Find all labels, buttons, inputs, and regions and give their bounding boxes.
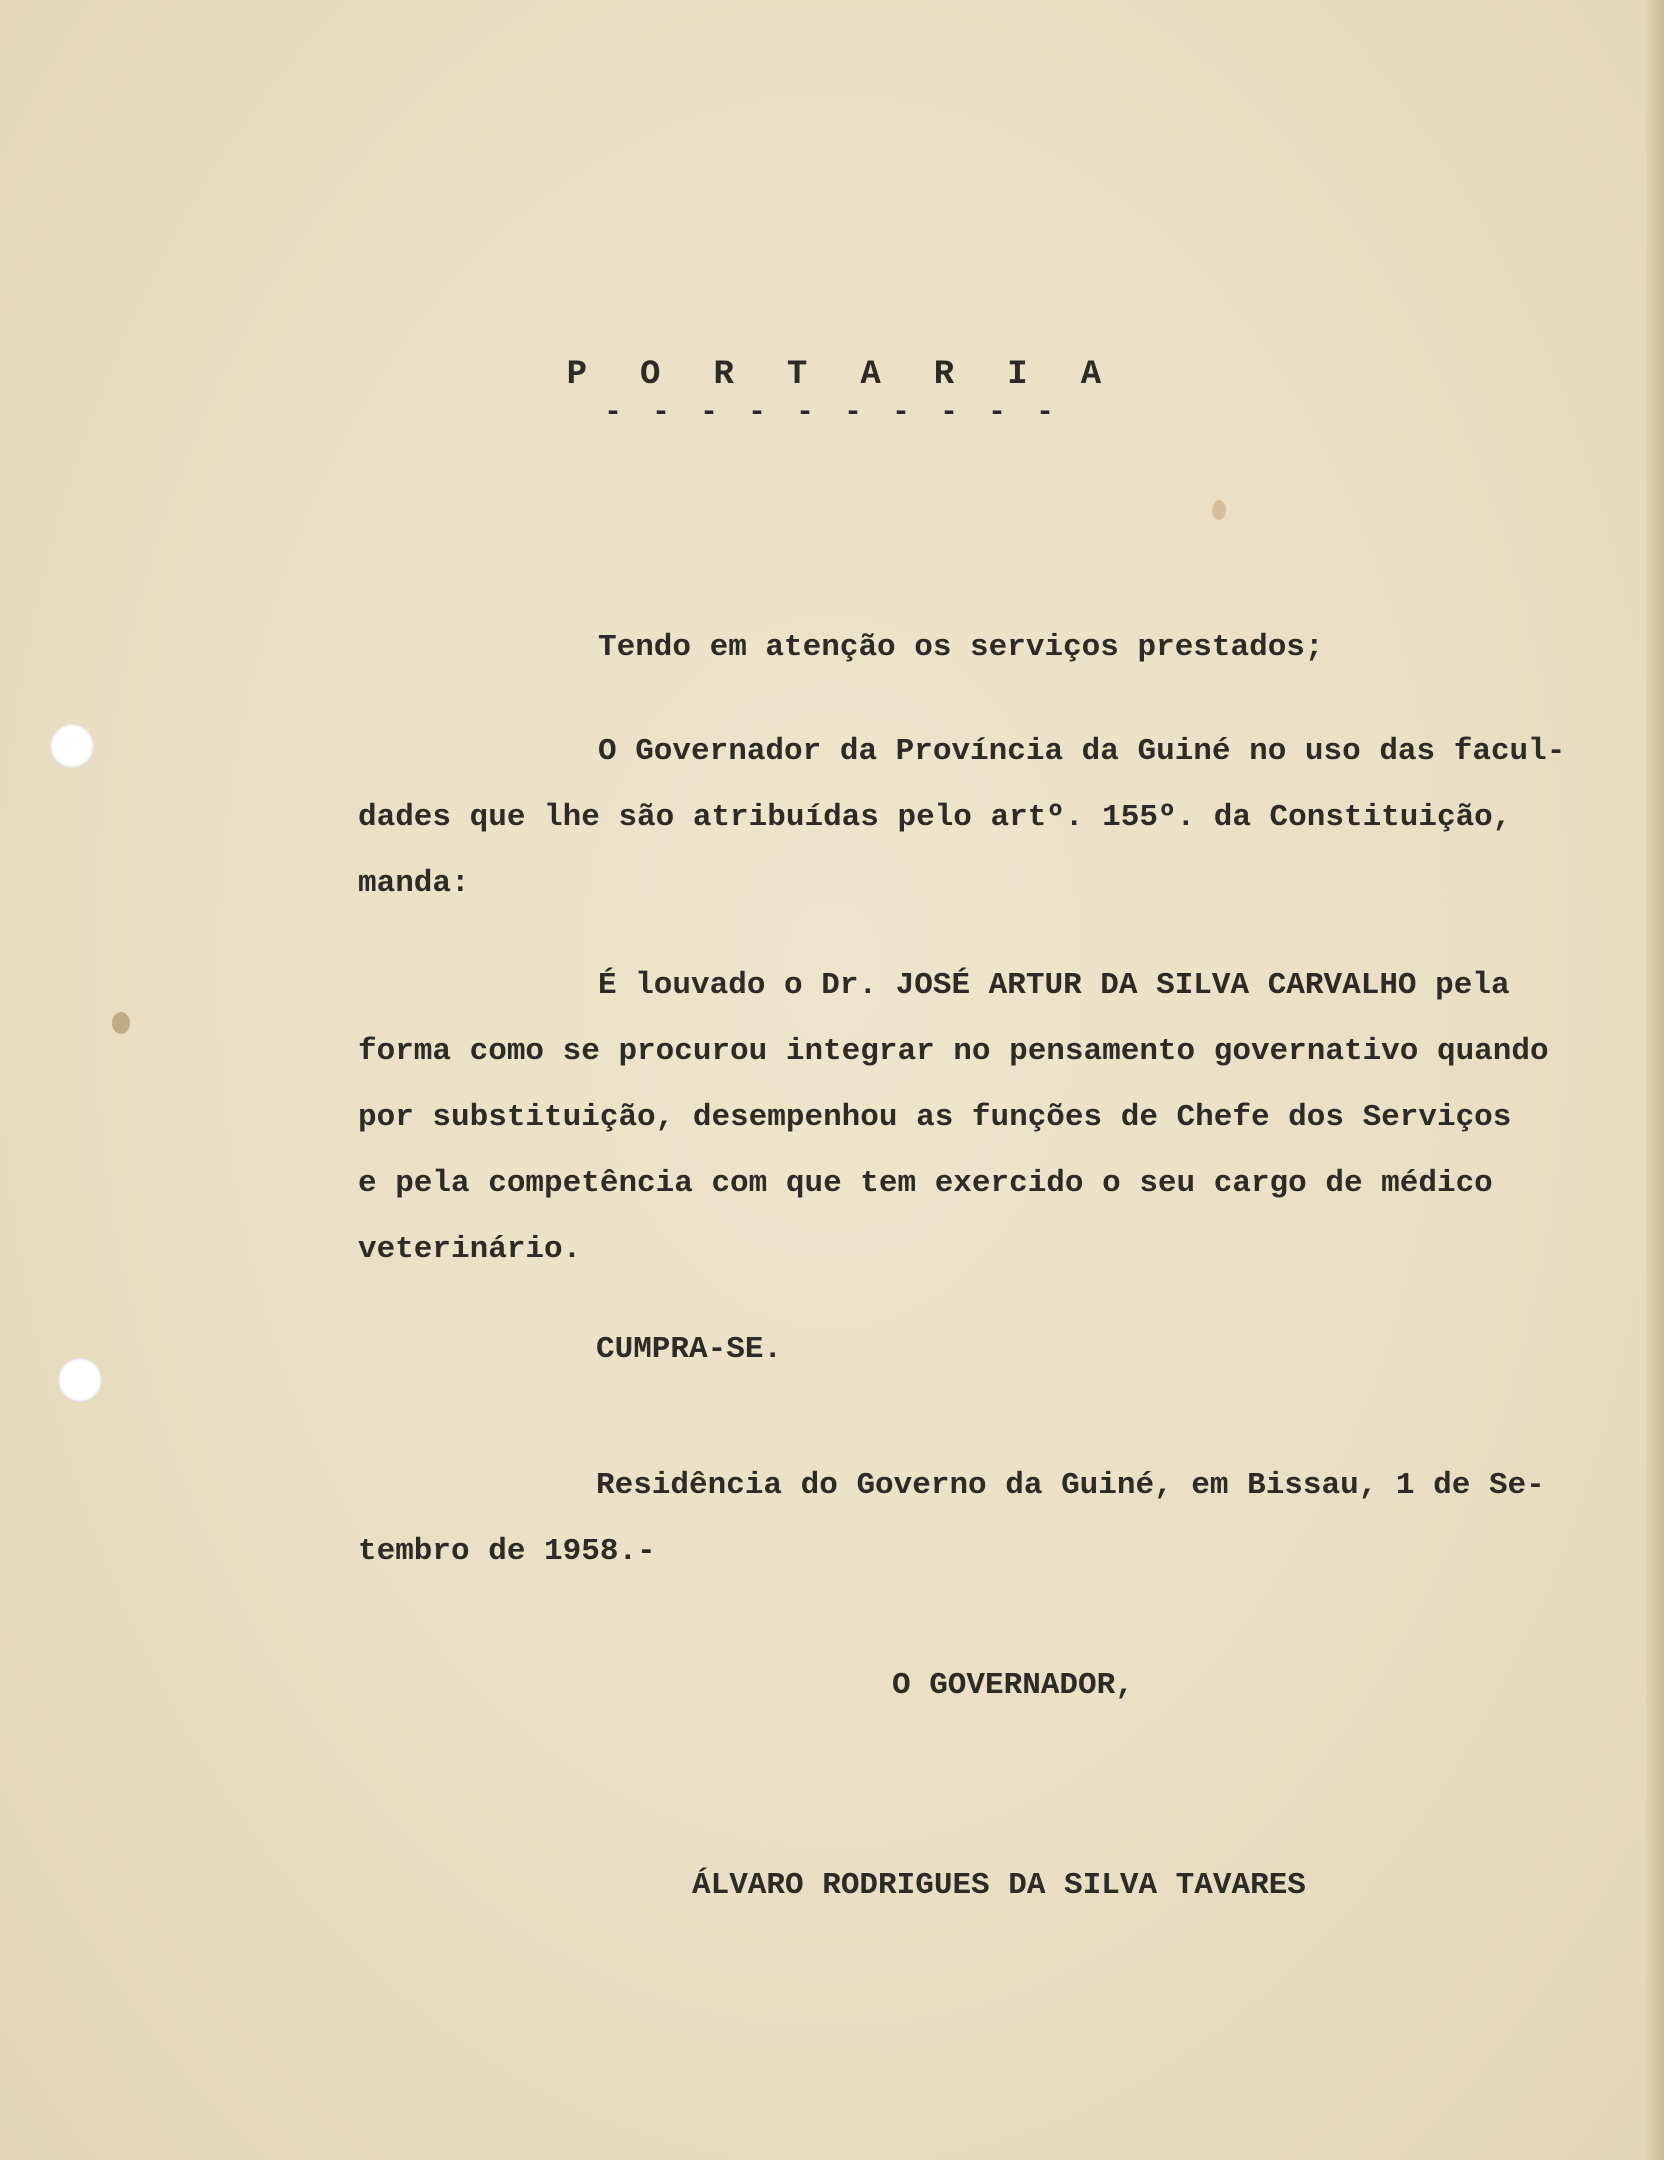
place-date-line: tembro de 1958.- xyxy=(358,1534,656,1569)
punch-hole xyxy=(50,724,94,768)
paragraph1-line: O Governador da Província da Guiné no uso das facul- xyxy=(598,734,1566,769)
punch-hole xyxy=(58,1358,102,1402)
paragraph2-line: por substituição, desempenhou as funções de Chefe dos Serviços xyxy=(358,1100,1512,1135)
stain-mark xyxy=(112,1012,130,1034)
intro-line: Tendo em atenção os serviços prestados; xyxy=(598,630,1324,665)
document-title: P O R T A R I A xyxy=(566,356,1118,394)
paragraph2-line: forma como se procurou integrar no pensamento governativo quando xyxy=(358,1034,1549,1069)
stain-mark xyxy=(1212,500,1226,520)
paragraph1-line: manda: xyxy=(358,866,470,901)
paragraph2-line: e pela competência com que tem exercido o seu cargo de médico xyxy=(358,1166,1493,1201)
paragraph1-line: dades que lhe são atribuídas pelo artº. 155º. da Constituição, xyxy=(358,800,1512,835)
paragraph2-line: É louvado o Dr. JOSÉ ARTUR DA SILVA CARVALHO pela xyxy=(598,968,1510,1003)
paragraph2-line: veterinário. xyxy=(358,1232,582,1267)
paper-edge xyxy=(1646,0,1664,2160)
place-date-line: Residência do Governo da Guiné, em Bissau, 1 de Se- xyxy=(596,1468,1545,1503)
signatory-title: O GOVERNADOR, xyxy=(892,1668,1134,1703)
closing-line: CUMPRA-SE. xyxy=(596,1332,783,1367)
signatory-name: ÁLVARO RODRIGUES DA SILVA TAVARES xyxy=(692,1868,1306,1903)
title-underline: - - - - - - - - - - xyxy=(603,396,1061,430)
